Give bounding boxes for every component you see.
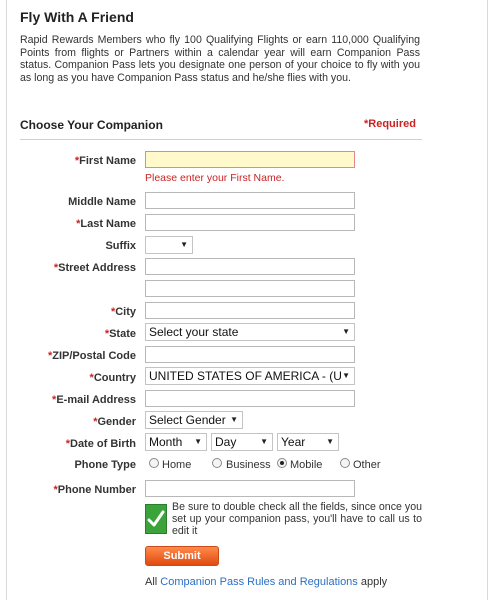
suffix-select[interactable] <box>145 236 193 254</box>
dob-label: *Date of Birth <box>65 438 136 450</box>
rules-link[interactable]: Companion Pass Rules and Regulations <box>160 576 358 588</box>
state-select[interactable]: Select your state ▼ <box>145 323 355 341</box>
phone-type-mobile-label: Mobile <box>290 459 323 471</box>
dob-day-select[interactable]: Day ▼ <box>211 433 273 451</box>
phone-type-other-label: Other <box>353 459 381 471</box>
dob-year-select[interactable]: Year ▼ <box>277 433 339 451</box>
section-title: Choose Your Companion <box>20 118 163 132</box>
required-mark: * <box>74 155 80 167</box>
city-label: *City <box>110 306 136 318</box>
chevron-down-icon: ▼ <box>342 371 350 380</box>
rules-footer: All Companion Pass Rules and Regulations apply <box>145 576 388 588</box>
phone-type-label: Phone Type <box>74 459 136 471</box>
first-name-input[interactable] <box>145 151 355 168</box>
phone-type-home-label: Home <box>162 459 192 471</box>
required-note: *Required <box>364 118 416 130</box>
email-input[interactable] <box>145 390 355 407</box>
chevron-down-icon: ▼ <box>180 240 188 249</box>
zip-input[interactable] <box>145 346 355 363</box>
checkmark-icon <box>147 509 165 529</box>
zip-label: *ZIP/Postal Code <box>47 350 136 362</box>
suffix-label: Suffix <box>105 240 136 252</box>
confirm-checkbox[interactable] <box>145 504 167 534</box>
last-name-label: *Last Name <box>76 218 136 230</box>
section-divider <box>20 139 422 140</box>
gender-label: *Gender <box>93 416 136 428</box>
street-address-line2-input[interactable] <box>145 280 355 297</box>
chevron-down-icon: ▼ <box>260 437 268 446</box>
state-label: *State <box>104 328 136 340</box>
phone-type-business-radio[interactable] <box>212 458 222 468</box>
chevron-down-icon: ▼ <box>342 327 350 336</box>
gender-select[interactable]: Select Gender ▼ <box>145 411 243 429</box>
first-name-label: *First Name <box>74 155 136 167</box>
street-address-input[interactable] <box>145 258 355 275</box>
phone-type-business-label: Business <box>226 459 271 471</box>
middle-name-input[interactable] <box>145 192 355 209</box>
chevron-down-icon: ▼ <box>230 415 238 424</box>
phone-type-other-radio[interactable] <box>340 458 350 468</box>
country-select[interactable]: UNITED STATES OF AMERICA - (U ▼ <box>145 367 355 385</box>
intro-paragraph: Rapid Rewards Members who fly 100 Qualifying Flights or earn 110,000 Qualifying Points from flights or Partners within a calendar year will earn Companion Pass status. Companion Pass lets you designate one person of your choice to fly with you as long as you have Companion Pass status and he/she flies with you. <box>20 34 420 84</box>
phone-number-label: *Phone Number <box>53 484 136 496</box>
phone-type-home-radio[interactable] <box>149 458 159 468</box>
confirmation-text: Be sure to double check all the fields, since once you set up your companion pass, you'll have to call us to edit it <box>172 501 422 538</box>
dob-month-select[interactable]: Month ▼ <box>145 433 207 451</box>
chevron-down-icon: ▼ <box>194 437 202 446</box>
country-label: *Country <box>89 372 136 384</box>
submit-button[interactable]: Submit <box>145 546 219 566</box>
street-address-label: *Street Address <box>53 262 136 274</box>
phone-number-input[interactable] <box>145 480 355 497</box>
first-name-error: Please enter your First Name. <box>145 172 285 184</box>
phone-type-mobile-radio[interactable] <box>277 458 287 468</box>
city-input[interactable] <box>145 302 355 319</box>
last-name-input[interactable] <box>145 214 355 231</box>
middle-name-label: Middle Name <box>68 196 136 208</box>
chevron-down-icon: ▼ <box>326 437 334 446</box>
page-title: Fly With A Friend <box>20 9 134 25</box>
email-label: *E-mail Address <box>52 394 136 406</box>
